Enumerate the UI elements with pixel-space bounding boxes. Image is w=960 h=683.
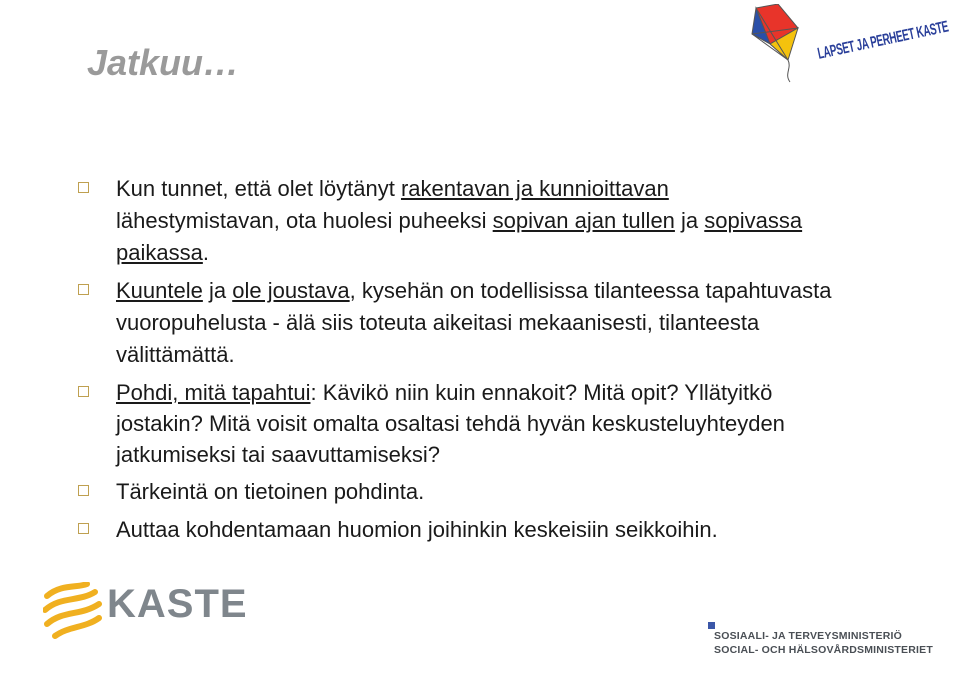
kaste-logo-text: KASTE bbox=[107, 582, 248, 626]
bullet-square-icon bbox=[78, 182, 89, 193]
ministry-name-sv: SOCIAL- OCH HÄLSOVÅRDSMINISTERIET bbox=[714, 644, 933, 656]
bullet-item bbox=[78, 476, 838, 508]
text-segment: ja bbox=[202, 278, 233, 303]
emphasis-text: rakentavan ja kunnioittavan bbox=[400, 176, 669, 201]
bullet-item bbox=[78, 275, 838, 371]
text-segment: Tärkeintä on tietoinen pohdinta. bbox=[116, 479, 425, 504]
emphasis-text: sopivassa paikassa bbox=[116, 208, 803, 265]
text-segment: : Kävikö niin kuin ennakoit? Mitä opit? Yllätyitkö jostakin? Mitä voisit omalta osaltasi tehdä hyvän keskusteluyhteyden jatkumiseksi tai saavuttamiseksi? bbox=[116, 380, 785, 467]
kite-icon bbox=[748, 4, 810, 84]
bullet-square-icon bbox=[78, 284, 89, 295]
bullet-text bbox=[116, 517, 718, 542]
text-segment: . bbox=[202, 240, 209, 265]
text-segment: lähestymistavan, ota huolesi puheeksi bbox=[116, 208, 493, 233]
emphasis-text: sopivan ajan tullen bbox=[492, 208, 675, 233]
text-segment: ja bbox=[674, 208, 705, 233]
slide-title: Jatkuu… bbox=[87, 42, 240, 83]
bullet-list bbox=[78, 173, 838, 552]
kite-logo-text: LAPSET JA PERHEET KASTE bbox=[816, 18, 950, 63]
bullet-text bbox=[116, 380, 785, 467]
bullet-text bbox=[116, 278, 832, 367]
bullet-item bbox=[78, 514, 838, 546]
ministry-name-fi: SOSIAALI- JA TERVEYSMINISTERIÖ bbox=[714, 630, 903, 642]
emphasis-text: ole joustava bbox=[232, 278, 350, 303]
text-segment: Auttaa kohdentamaan huomion joihinkin keskeisiin seikkoihin. bbox=[116, 517, 718, 542]
bullet-text bbox=[116, 479, 424, 504]
ministry-square-icon bbox=[708, 622, 715, 629]
bullet-item bbox=[78, 377, 838, 470]
bullet-item bbox=[78, 173, 838, 269]
bullet-text bbox=[116, 176, 802, 265]
kaste-waves-icon bbox=[43, 582, 103, 640]
emphasis-text: Pohdi, mitä tapahtui bbox=[116, 380, 311, 405]
bullet-square-icon bbox=[78, 386, 89, 397]
text-segment: Kun tunnet, että olet löytänyt bbox=[116, 176, 401, 201]
bullet-square-icon bbox=[78, 523, 89, 534]
text-segment: , kysehän on todellisissa tilanteessa tapahtuvasta vuoropuhelusta - älä siis toteuta aikeitasi mekaanisesti, tilanteesta välittämättä. bbox=[116, 278, 832, 367]
bullet-square-icon bbox=[78, 485, 89, 496]
emphasis-text: Kuuntele bbox=[116, 278, 203, 303]
